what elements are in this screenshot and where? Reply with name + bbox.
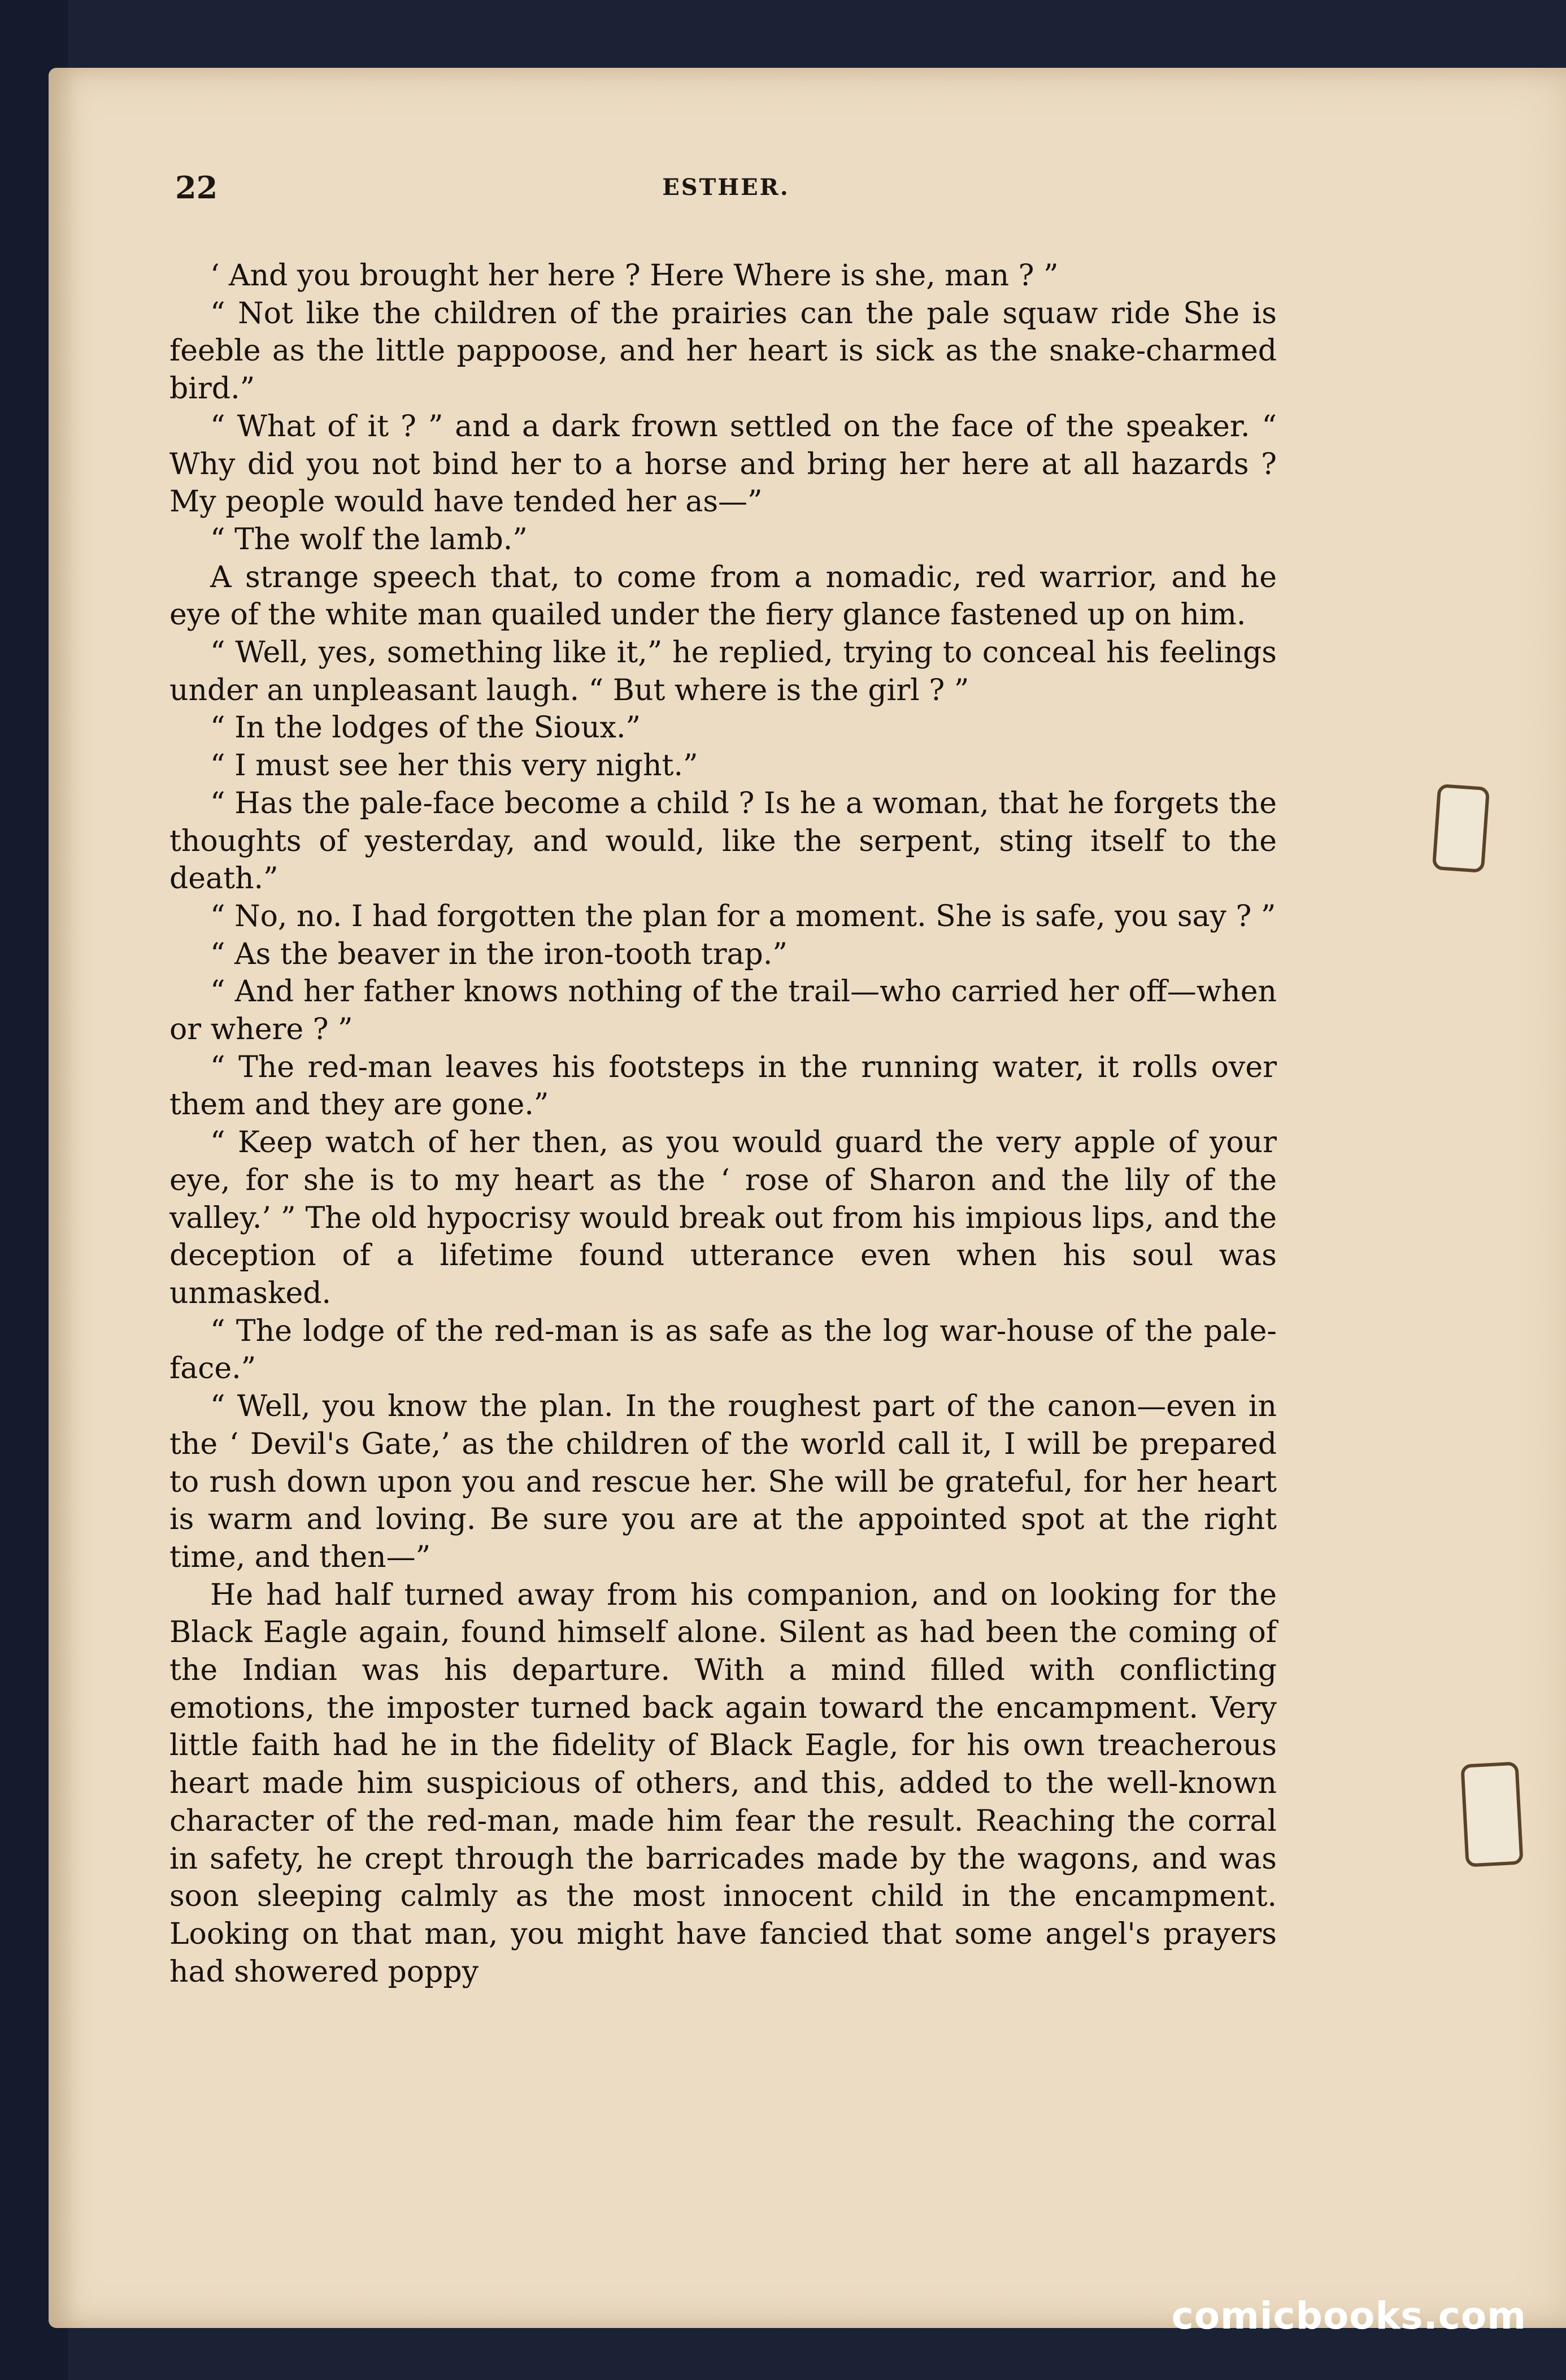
- watermark: comicbooks.com: [1171, 2294, 1526, 2338]
- binding-tear: [1460, 1761, 1523, 1867]
- paragraph: “ Not like the children of the prairies can the pale squaw ride She is feeble as the little pappoose, and her heart is sick as the snake-charmed bird.”: [169, 296, 1277, 406]
- paragraph: “ And her father knows nothing of the trail—who carried her off—when or where ? ”: [169, 975, 1277, 1047]
- paragraph: “ Well, you know the plan. In the roughest part of the canon—even in the ‘ Devil's Gate,’ as the children of the world call it, I will be prepared to rush down upon you and rescue her. She will be grateful, for her heart is warm and loving. Be sure you are at the appointed spot at the right time, and then—”: [169, 1389, 1277, 1574]
- running-head: ESTHER.: [662, 174, 790, 201]
- paragraph: “ No, no. I had forgotten the plan for a moment. She is safe, you say ? ”: [210, 899, 1276, 933]
- paragraph: “ Keep watch of her then, as you would guard the very apple of your eye, for she is to my heart as the ‘ rose of Sharon and the lily of the valley.’ ” The old hypocrisy would break out from his impious lips, and the deception of a lifetime found utterance even when his soul was unmasked.: [169, 1126, 1277, 1310]
- paragraph: “ I must see her this very night.”: [210, 749, 698, 783]
- paragraph: He had half turned away from his companion, and on looking for the Black Eagle again, found himself alone. Silent as had been the coming of the Indian was his departure. With a mind filled with conflicting emotions, the imposter turned back again toward the encampment. Very little faith had he in the fidelity of Black Eagle, for his own treacherous heart made him suspicious of others, and this, added to the well-known character of the red-man, made him fear the result. Reaching the corral in safety, he crept through the barricades made by the wagons, and was soon sleeping calmly as the most innocent child in the encampment. Looking on that man, you might have fancied that some angel's prayers had showered poppy: [169, 1578, 1277, 1989]
- paragraph: “ Has the pale-face become a child ? Is he a woman, that he forgets the thoughts of yesterday, and would, like the serpent, sting itself to the death.”: [169, 786, 1277, 896]
- paragraph: “ The lodge of the red-man is as safe as the log war-house of the pale-face.”: [169, 1314, 1277, 1386]
- paragraph: “ Well, yes, something like it,” he replied, trying to conceal his feelings under an unpleasant laugh. “ But where is the girl ? ”: [169, 636, 1277, 707]
- paragraph: “ As the beaver in the iron-tooth trap.”: [210, 937, 788, 971]
- paragraph: ‘ And you brought her here ? Here Where is she, man ? ”: [210, 259, 1059, 293]
- paragraph: “ The red-man leaves his footsteps in the running water, it rolls over them and they are gone.”: [169, 1050, 1277, 1122]
- page-header: [175, 170, 1277, 215]
- page-number: 22: [175, 170, 218, 206]
- body-text: [169, 257, 1277, 1991]
- paragraph: “ The wolf the lamb.”: [210, 522, 528, 557]
- paragraph: “ What of it ? ” and a dark frown settled on the face of the speaker. “ Why did you not bind her to a horse and bring her here at all hazards ? My people would have tended her as—”: [169, 409, 1277, 519]
- binding-tear: [1432, 784, 1490, 873]
- paragraph: A strange speech that, to come from a nomadic, red warrior, and he eye of the white man quailed under the fiery glance fastened up on him.: [169, 560, 1277, 632]
- paragraph: “ In the lodges of the Sioux.”: [210, 711, 641, 745]
